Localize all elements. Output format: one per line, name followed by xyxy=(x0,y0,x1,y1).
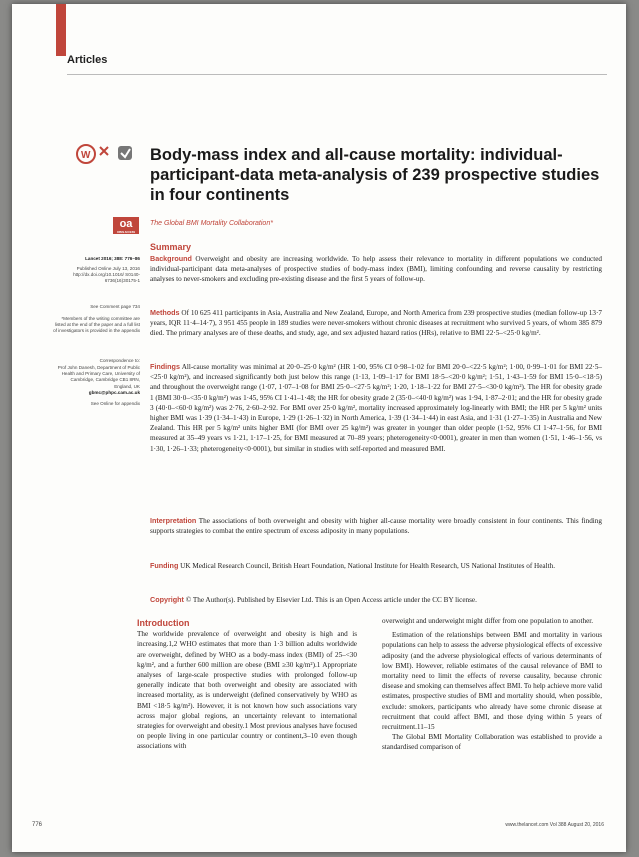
summary-background xyxy=(150,254,602,285)
funding-text: UK Medical Research Council, British Heart Foundation, National Institute for Health Research, US National Institutes of Health. xyxy=(180,562,555,570)
intro-column-1 xyxy=(137,618,357,752)
open-access-badge xyxy=(113,217,139,234)
background-heading: Background xyxy=(150,254,192,263)
article-page xyxy=(12,4,626,852)
article-title: Body-mass index and all-cause mortality: individual-participant-data meta-analysis of 239 prospective studies in four continents xyxy=(150,146,600,204)
summary-funding xyxy=(150,561,602,571)
intro-column-2 xyxy=(382,616,602,753)
crossmark-icon xyxy=(74,141,136,169)
section-color-bar xyxy=(56,4,66,56)
intro-col2-para2: Estimation of the relationships between BMI and mortality in various populations can help to assess the adverse physiological effects of excessive adiposity (and the adverse physiological effects of various determinants of low BMI). However, reliable estimates of the causal relevance of BMI to mortality need to limit the effects of reverse causality, because chronic disease and smoking can themselves affect BMI. To help achieve more valid estimates, prospective studies of BMI and mortality should, when possible, exclude: smokers, participants who already have some chronic disease at recruitment that could affect BMI, and those dying within 5 years of recruitment.11–15 xyxy=(382,631,602,732)
copyright-heading: Copyright xyxy=(150,595,184,604)
background-text: Overweight and obesity are increasing worldwide. To help assess their relevance to mortality in different populations we conducted individual-participant data meta-analyses of prospective studies of body-mass index (BMI), limiting confounding and reverse causality by restricting analyses to never-smokers and excluding pre-existing disease and the first 5 years of follow-up. xyxy=(150,255,603,284)
summary-methods xyxy=(150,308,602,339)
summary-interpretation xyxy=(150,516,602,536)
findings-text: All-cause mortality was minimal at 20·0–25·0 kg/m² (HR 1·00, 95% CI 0·98–1·02 for BMI 20·0–<22·5 kg/m²; 1·00, 0·99–1·01 for BMI 22·5–<25·0 kg/m²), and increased significantly both just below this range (1·13, 1·09–1·17 for BMI 18·5–<20·0 kg/m²; 1·51, 1·43–1·59 for BMI 15·0–<18·5) and throughout the overweight range (1·07, 1·07–1·08 for BMI 25·0–<27·5 kg/m²; 1·20, 1·18–1·22 for BMI 27·5–<30·0 kg/m²). The HR for obesity grade 1 (BMI 30·0–<35·0 kg/m²) was 1·45, 95% CI 1·41–1·48; the HR for obesity grade 2 (35·0–<40·0 kg/m²) was 1·94, 1·87–2·01; and the HR for obesity grade 3 (40·0–<60·0 kg/m²) was 2·76, 2·60–2·92. For BMI over 25·0 kg/m², mortality increased approximately log-linearly with BMI; the HR per 5 kg/m² units higher BMI was 1·39 (1·34–1·43) in Europe, 1·29 (1·26–1·32) in North America, 1·39 (1·34–1·44) in east Asia, and 1·31 (1·27–1·35) in Australia and New Zealand. This HR per 5 kg/m² units higher BMI (for BMI over 25 kg/m²) was greater in younger than older people (1·52, 95% CI 1·47–1·56, for BMI measured at 35–49 years vs 1·21, 1·17–1·25, for BMI measured at 70–89 years; pheterogeneity<0·0001), greater in men than women (1·51, 1·46–1·56, vs 1·30, 1·26–1·33; pheterogeneity<0·0001), but similar in studies with self-reported and measured BMI. xyxy=(150,363,603,453)
sidebar-appendix-link[interactable]: See Online for appendix xyxy=(90,401,140,406)
svg-text:W: W xyxy=(81,150,91,161)
sidebar-published: Published Online July 13, 2016 http://dx.doi.org/10.1016/ S0140-6736(16)30175-1 xyxy=(73,266,140,284)
intro-col2-para1: overweight and underweight might differ from one population to another. xyxy=(382,617,594,625)
methods-text: Of 10 625 411 participants in Asia, Australia and New Zealand, Europe, and North America from 239 prospective studies (median follow-up 13·7 years, IQR 11·4–14·7), 3 951 455 people in 189 studies were never-smokers without chronic diseases at recruitment who survived 5 years, of whom 385 879 died. The primary analyses are of these deaths, and study, age, and sex adjusted hazard ratios (HRs), relative to BMI 22·5–<25·0 kg/m². xyxy=(150,309,602,338)
crossmark-logos xyxy=(74,141,136,169)
interpretation-heading: Interpretation xyxy=(150,516,197,525)
header-divider xyxy=(67,74,607,75)
funding-heading: Funding xyxy=(150,561,179,570)
summary-findings xyxy=(150,362,602,454)
author-line: The Global BMI Mortality Collaboration* xyxy=(150,220,273,227)
section-label: Articles xyxy=(67,54,108,66)
intro-col2-para3: The Global BMI Mortality Collaboration was established to provide a standardised comparison of xyxy=(382,733,602,752)
findings-heading: Findings xyxy=(150,362,180,371)
page-number: 776 xyxy=(32,822,43,828)
sidebar-citation: Lancet 2016; 388: 776–86 xyxy=(85,256,140,261)
introduction-heading: Introduction xyxy=(137,618,190,628)
summary-heading: Summary xyxy=(150,242,192,252)
sidebar-correspondence-label: Correspondence to: xyxy=(99,358,140,363)
methods-heading: Methods xyxy=(150,308,180,317)
open-access-sublabel: OPEN ACCESS xyxy=(116,231,136,234)
open-access-label: oa xyxy=(119,218,133,230)
sidebar-email-link[interactable]: gbmc@phpc.cam.ac.uk xyxy=(88,390,140,395)
interpretation-text: The associations of both overweight and obesity with higher all-cause mortality were broadly consistent in four continents. This finding supports strategies to combat the entire spectrum of excess adiposity in many populations. xyxy=(150,517,602,536)
intro-col1-text: The worldwide prevalence of overweight and obesity is high and is increasing.1,2 WHO estimates that more than 1·3 billion adults worldwide are overweight, defined by WHO as a body-mass index (BMI) of 25–<30 kg/m², and a further 600 million are obese (BMI ≥30 kg/m²).1 Appropriate analyses of large-scale prospective studies with prolonged follow-up generally indicate that both overweight and obesity are associated with increased mortality, as is underweight (defined conservatively by WHO as BMI <18·5 kg/m²). However, it is not known how such associations vary across major global regions, an uncertainty relevant to international strategies for overweight and obesity.1 Most previous analyses have focused on people living in one particular country or continent,3–10 even though associations with xyxy=(137,630,357,751)
summary-copyright xyxy=(150,595,602,605)
journal-footer: www.thelancet.com Vol 388 August 20, 2016 xyxy=(505,822,604,828)
copyright-text: © The Author(s). Published by Elsevier Ltd. This is an Open Access article under the CC BY license. xyxy=(185,596,477,604)
sidebar-correspondence: Prof John Danesh, Department of Public Health and Primary Care, University of Cambridge, Cambridge CB1 8RN, England, UK xyxy=(57,365,140,389)
sidebar-members-note: *Members of the writing committee are listed at the end of the paper and a full list of investigators is provided in the appendix xyxy=(53,316,140,334)
sidebar-comment-link[interactable]: See Comment page 734 xyxy=(90,304,140,309)
